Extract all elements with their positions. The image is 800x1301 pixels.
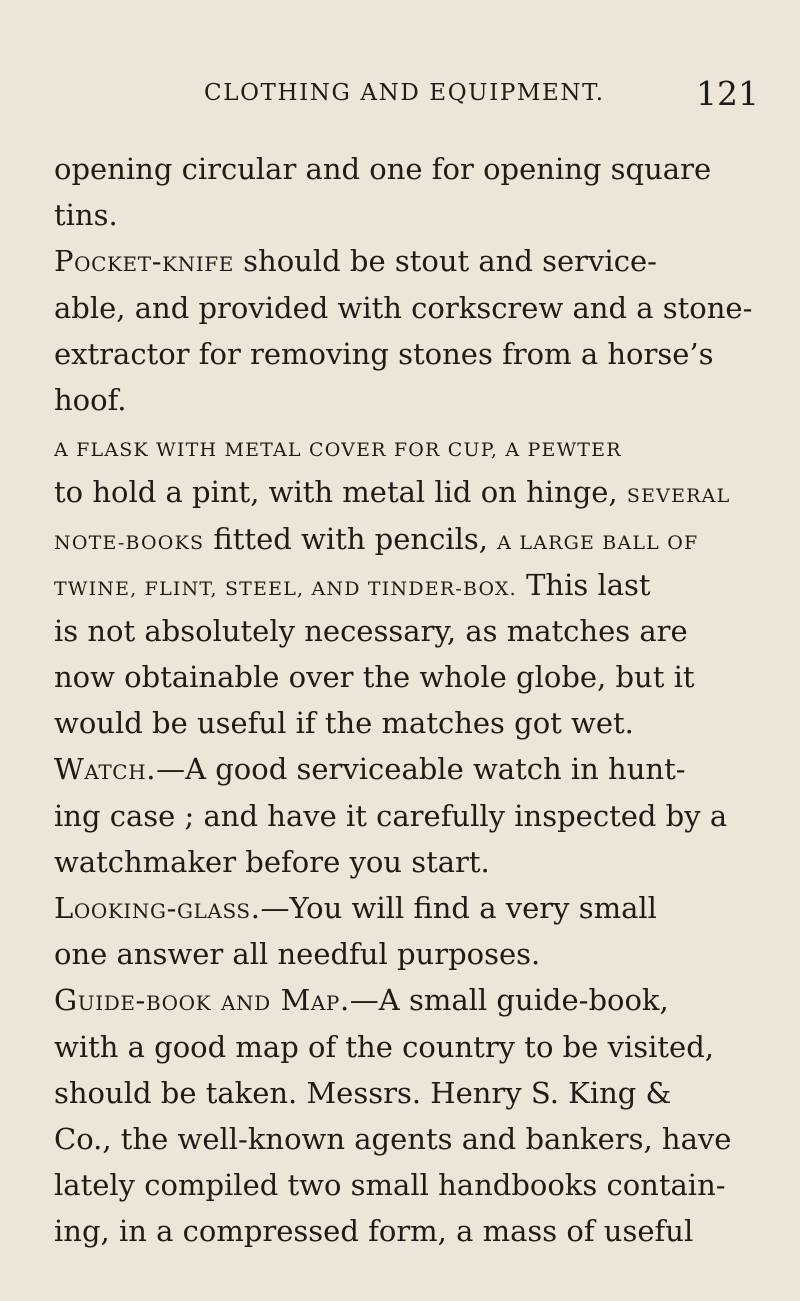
section-heading: Looking-glass. bbox=[54, 891, 261, 925]
text-line bbox=[54, 1116, 774, 1162]
text-run: should be stout and service- bbox=[233, 244, 657, 279]
text-line bbox=[54, 377, 774, 423]
text-run: This last bbox=[516, 567, 651, 602]
text-line bbox=[54, 469, 774, 515]
text-run: would be useful if the matches got wet. bbox=[54, 706, 634, 741]
text-run: —A good serviceable watch in hunt- bbox=[156, 752, 686, 787]
text-run: extractor for removing stones from a horse’s bbox=[54, 336, 714, 371]
text-run: —You will find a very small bbox=[260, 891, 657, 925]
page-number: 121 bbox=[696, 74, 759, 113]
text-run: is not absolutely necessary, as matches are bbox=[54, 613, 688, 648]
text-run: fitted with pencils, bbox=[204, 521, 498, 556]
text-line bbox=[54, 654, 774, 700]
page-header bbox=[0, 74, 800, 124]
text-run: with a good map of the country to be visited, bbox=[54, 1029, 714, 1064]
text-run: tins. bbox=[54, 198, 118, 233]
text-line bbox=[54, 746, 774, 792]
text-line bbox=[54, 839, 774, 885]
text-line bbox=[54, 1162, 774, 1208]
text-line bbox=[54, 562, 774, 608]
text-line bbox=[54, 793, 774, 839]
text-line bbox=[54, 331, 774, 377]
text-line bbox=[54, 285, 774, 331]
text-run: lately compiled two small handbooks contain- bbox=[54, 1168, 726, 1203]
small-caps-phrase: TWINE, FLINT, STEEL, AND TINDER-BOX. bbox=[54, 577, 517, 600]
text-line bbox=[54, 146, 774, 192]
text-run: hoof. bbox=[54, 382, 127, 417]
text-run: ing case ; and have it carefully inspected by a bbox=[54, 798, 728, 833]
text-run: —A small guide-book, bbox=[349, 983, 669, 1018]
text-run: to hold a pint, with metal lid on hinge, bbox=[54, 475, 627, 510]
text-line bbox=[54, 977, 774, 1023]
text-run: ing, in a compressed form, a mass of useful bbox=[54, 1214, 694, 1249]
section-heading: Watch. bbox=[54, 752, 157, 787]
text-line bbox=[54, 885, 774, 931]
text-line bbox=[54, 516, 774, 562]
text-run: should be taken. Messrs. Henry S. King & bbox=[54, 1075, 672, 1110]
text-line bbox=[54, 700, 774, 746]
text-line bbox=[54, 1208, 774, 1254]
text-run: now obtainable over the whole globe, but it bbox=[54, 660, 695, 695]
small-caps-phrase: A LARGE BALL OF bbox=[497, 531, 699, 554]
small-caps-phrase: NOTE-BOOKS bbox=[54, 531, 205, 554]
small-caps-phrase: SEVERAL bbox=[626, 485, 731, 508]
text-run: watchmaker before you start. bbox=[54, 844, 490, 879]
text-line bbox=[54, 1070, 774, 1116]
running-head: CLOTHING AND EQUIPMENT. bbox=[204, 80, 605, 106]
text-line bbox=[54, 608, 774, 654]
small-caps-phrase: A FLASK WITH METAL COVER FOR CUP, A PEWTER bbox=[54, 439, 622, 462]
text-line bbox=[54, 423, 774, 469]
section-heading: Guide-book and Map. bbox=[54, 983, 350, 1018]
text-line bbox=[54, 192, 774, 238]
text-run: Co., the well-known agents and bankers, have bbox=[54, 1121, 732, 1156]
body-text bbox=[54, 146, 774, 1255]
section-heading: Pocket-knife bbox=[54, 244, 234, 279]
text-run: opening circular and one for opening square bbox=[54, 152, 712, 186]
text-run: able, and provided with corkscrew and a stone- bbox=[54, 290, 753, 325]
text-line bbox=[54, 238, 774, 284]
text-line bbox=[54, 1024, 774, 1070]
text-run: one answer all needful purposes. bbox=[54, 937, 541, 972]
text-line bbox=[54, 931, 774, 977]
